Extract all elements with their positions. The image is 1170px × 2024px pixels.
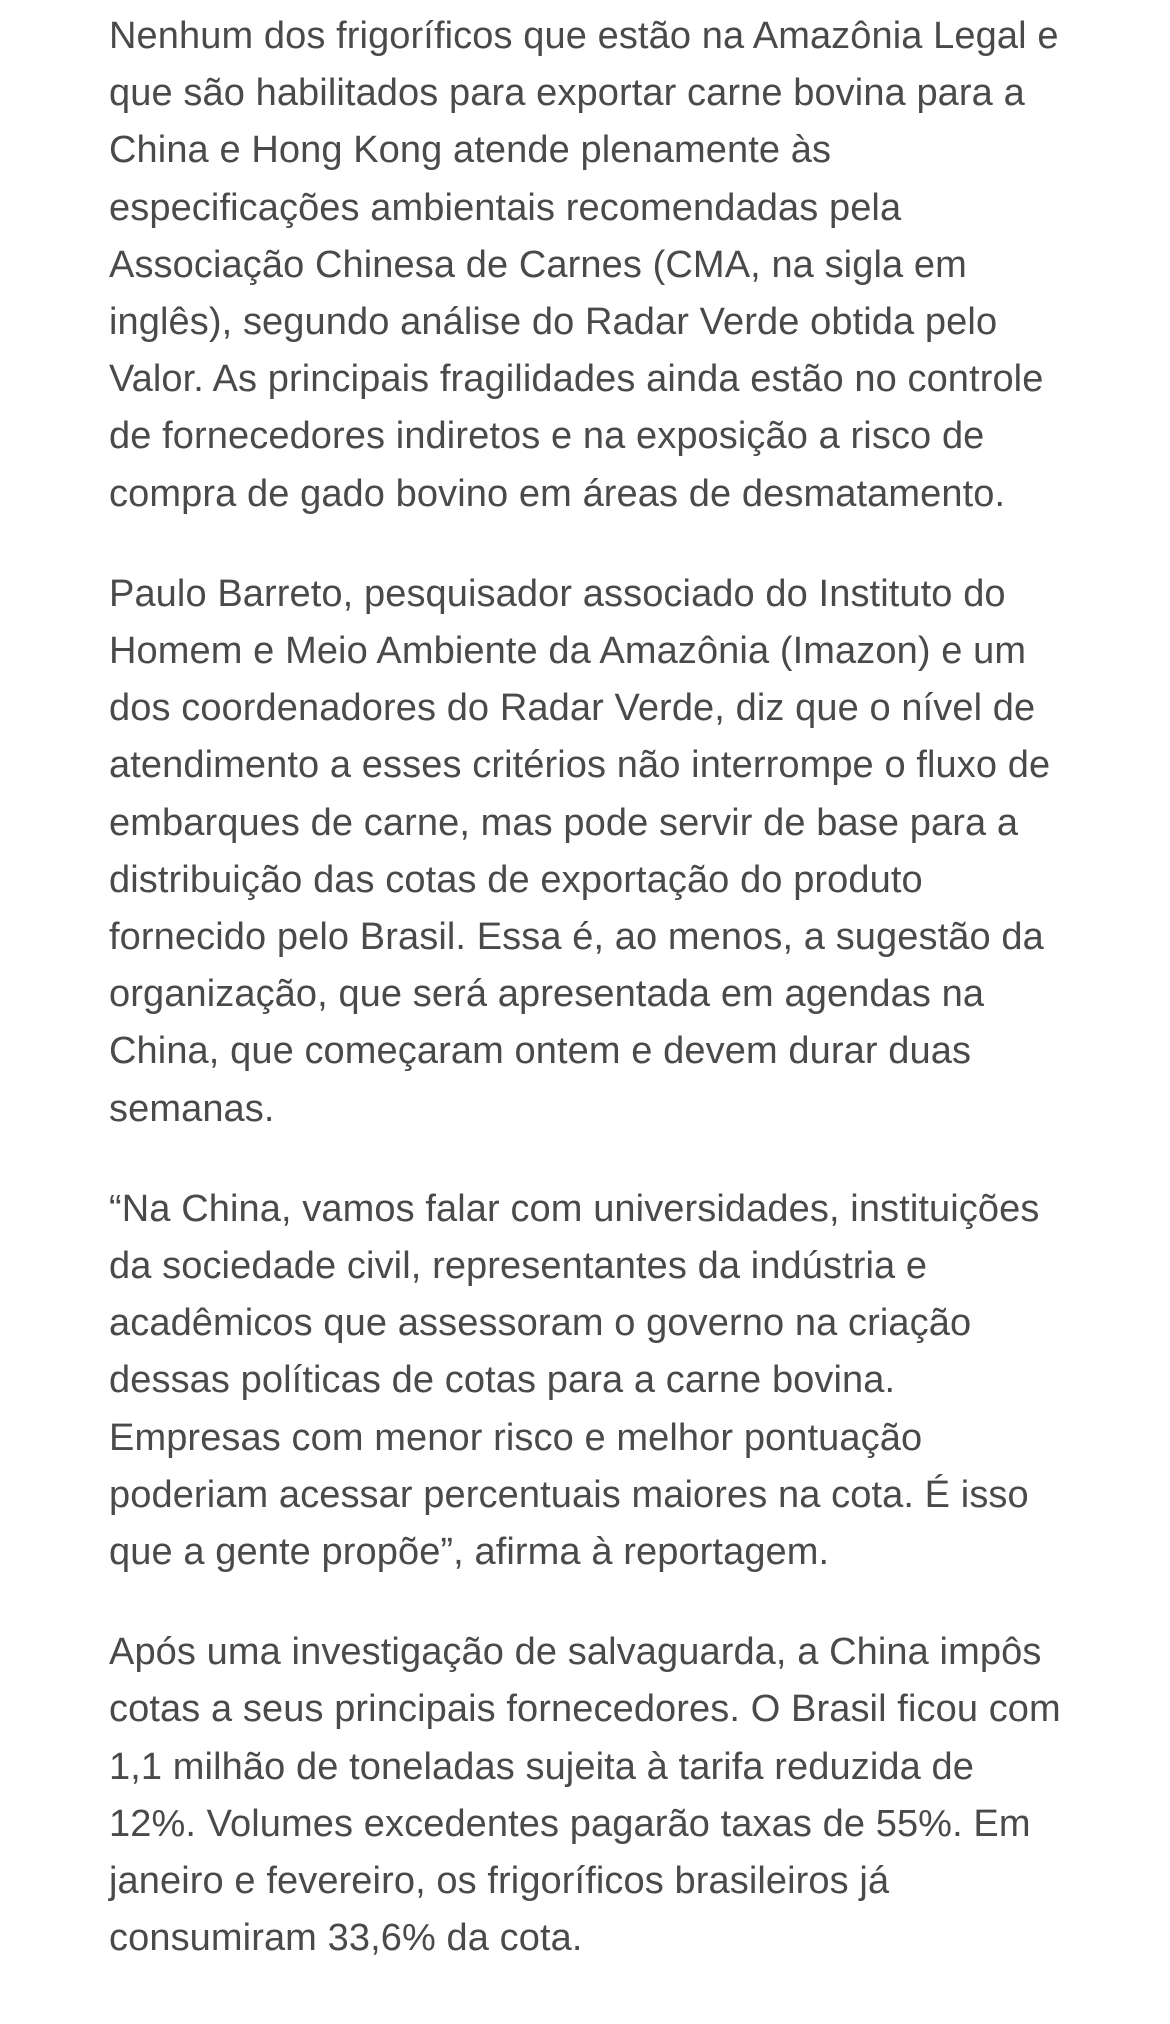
article-paragraph-3: “Na China, vamos falar com universidades, instituições da sociedade civil, representantes da indústria e acadêmicos que assessoram o governo na criação dessas políticas de cotas para a carne bovina. Empresas com menor risco e melhor pontuação poderiam acessar percentuais maiores na cota. É isso que a gente propõe”, afirma à reportagem. <box>109 1187 1040 1574</box>
article-paragraph-4: Após uma investigação de salvaguarda, a China impôs cotas a seus principais fornecedores. O Brasil ficou com 1,1 milhão de toneladas sujeita à tarifa reduzida de 12%. Volumes excedentes pagarão taxas de 55%. Em janeiro e fevereiro, os frigoríficos brasileiros já consumiram 33,6% da cota. <box>109 1631 1061 1960</box>
article-paragraph-2: Paulo Barreto, pesquisador associado do Instituto do Homem e Meio Ambiente da Amazônia (Imazon) e um dos coordenadores do Radar Verde, diz que o nível de atendimento a esses critérios não interrompe o fluxo de embarques de carne, mas pode servir de base para a distribuição das cotas de exportação do produto fornecido pelo Brasil. Essa é, ao menos, a sugestão da organização, que será apresentada em agendas na China, que começaram ontem e devem durar duas semanas. <box>109 572 1051 1130</box>
article-body <box>109 8 1069 1968</box>
article-paragraph-1: Nenhum dos frigoríficos que estão na Amazônia Legal e que são habilitados para exportar carne bovina para a China e Hong Kong atende plenamente às especificações ambientais recomendadas pela Associação Chinesa de Carnes (CMA, na sigla em inglês), segundo análise do Radar Verde obtida pelo Valor. As principais fragilidades ainda estão no controle de fornecedores indiretos e na exposição a risco de compra de gado bovino em áreas de desmatamento. <box>109 15 1059 515</box>
